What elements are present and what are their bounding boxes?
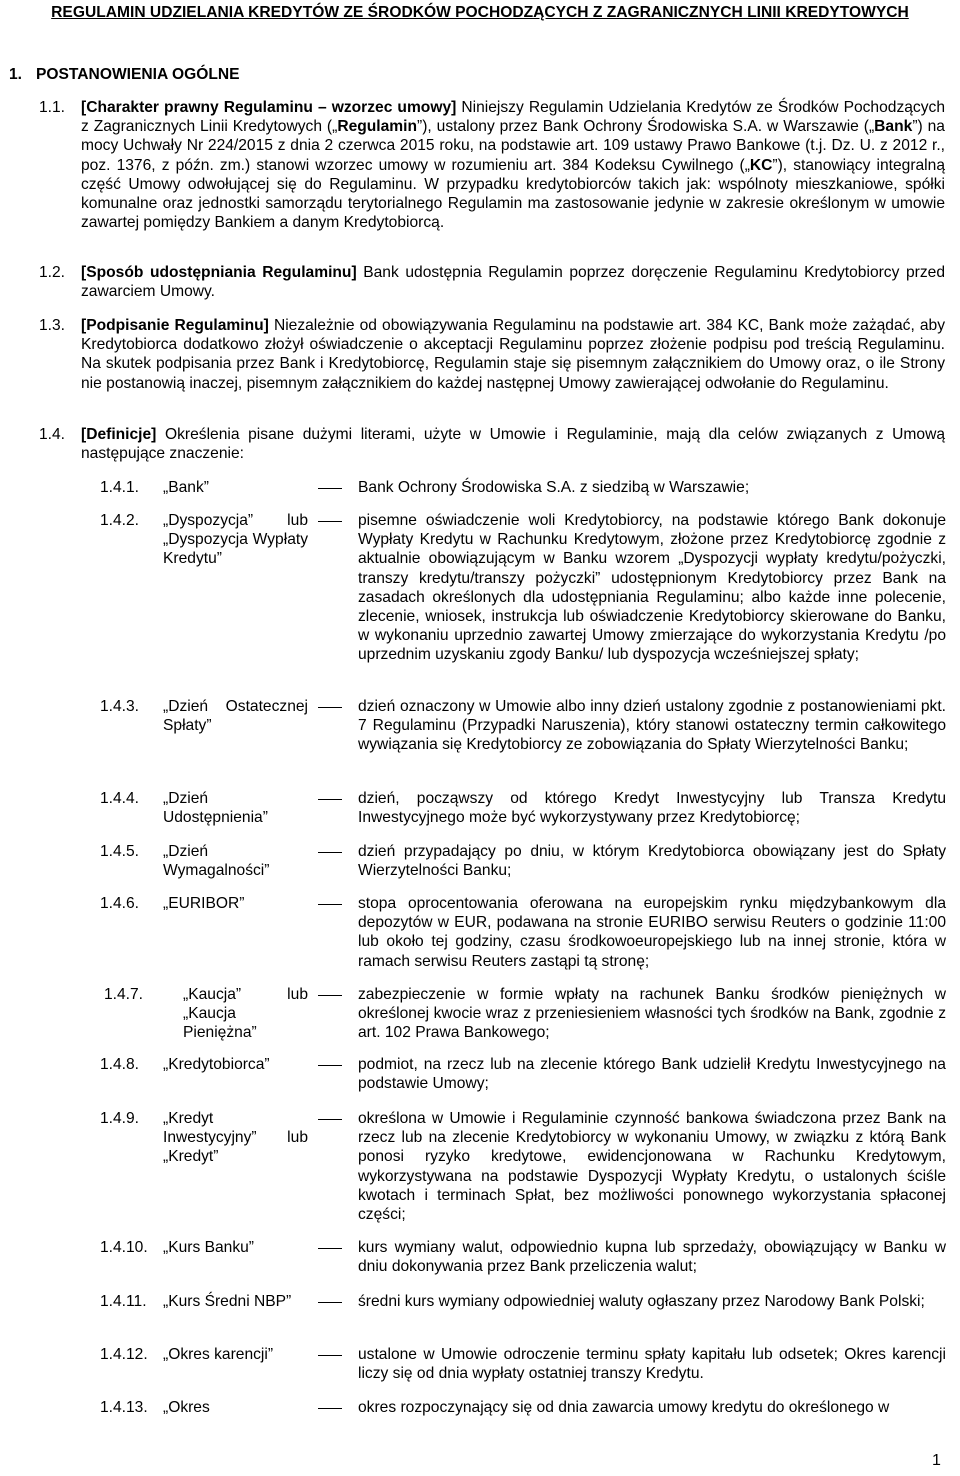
paragraph-1-2 <box>39 263 945 301</box>
paragraph-text: Bank udostępnia Regulamin poprzez doręczenie Regulaminu Kredytobiorcy przed zawarciem Umowy. <box>81 264 945 301</box>
definition-meaning: stopa oprocentowania oferowana na europejskim rynku międzybankowym dla depozytów w EUR, podawana na stronie EURIBO serwisu Reuters o godzinie 11:00 lub około tej godziny, czasu środkowoeuropejskiego lub na innej stronie, która w ramach serwisu Reuters zastąpi tą stronę; <box>358 895 946 970</box>
definition-meaning: okres rozpoczynający się od dnia zawarcia umowy kredytu do określonego w <box>358 1399 890 1416</box>
paragraph-1-3 <box>39 316 945 393</box>
defined-term: Regulamin <box>337 118 418 136</box>
definition-meaning: określona w Umowie i Regulaminie czynność bankowa świadczona przez Bank na rzecz lub na zlecenie Kredytobiorcy w wykonaniu Umowy, w związku z którą Bank ponosi ryzyko kredytowe, ewidencjonowana w Rachunku Kredytowym, wykorzystywana na podstawie Dyspozycji Wypłaty Kredytu, o ustalonych ściśle kwotach i terminach Spłat, bez możliwości ponownego wykorzystania spłaconej części; <box>358 1110 946 1224</box>
definition-term: „Dzień Wymagalności” <box>163 843 270 880</box>
definition-dash <box>318 1119 342 1120</box>
definition-number: 1.4.4. <box>100 790 140 807</box>
paragraph-number: 1.3. <box>39 317 66 334</box>
definition-number: 1.4.12. <box>100 1346 148 1363</box>
definition-meaning: ustalone w Umowie odroczenie terminu spłaty kapitału lub odsetek; Okres karencji liczy się od dnia wypłaty ostatniej transzy Kredytu. <box>358 1346 946 1383</box>
definition-meaning: podmiot, na rzecz lub na zlecenie którego Bank udzielił Kredytu Inwestycyjnego na podstawie Umowy; <box>358 1056 946 1093</box>
definition-term: „Kaucja” lub „Kaucja Pieniężna” <box>183 986 308 1042</box>
definition-number: 1.4.9. <box>100 1110 140 1127</box>
defined-term: Bank <box>874 118 913 136</box>
paragraph-text: ”), stanowiący integralną część Umowy odwołującej się do Regulaminu. W przypadku kredytobiorców takich jak: wspólnoty mieszkaniowe, spółki komunalne oraz jednostki samorządu terytorialnego Regulamin ma zastosowanie jedynie w zakresie określonym w umowie zawartej pomiędzy Bankiem a danym Kredytobiorcą. <box>81 156 945 232</box>
paragraph-heading: [Podpisanie Regulaminu] <box>81 317 269 334</box>
paragraph-number: 1.4. <box>39 426 66 443</box>
definition-dash <box>318 488 342 489</box>
paragraph-body <box>81 425 945 463</box>
definition-number: 1.4.10. <box>100 1239 148 1256</box>
paragraph-1-4 <box>39 425 945 463</box>
definition-meaning: pisemne oświadczenie woli Kredytobiorcy, na podstawie którego Bank dokonuje Wypłaty Kredytu w Rachunku Kredytowym, złożone przez Kredytobiorcę zgodnie z aktualnie obowiązującym w Banku wzorem „Dyspozycji wypłaty kredytu/pożyczki, transzy kredytu/transzy pożyczki” udostępnionym Kredytobiorcy przez Bank na zasadach określonych dla udostępniania Regulaminu; albo każde inne polecenie, zlecenie, wniosek, instrukcja lub oświadczenie Kredytobiorcy skierowane do Banku, w wykonaniu uprzednio zawartej Umowy zmierzające do wykorzystania Kredytu /po uprzednim uzyskaniu zgody Banku/ lub dyspozycja wcześniejszej spłaty; <box>358 512 946 664</box>
paragraph-heading: [Definicje] <box>81 426 157 443</box>
paragraph-text: Niezależnie od obowiązywania Regulaminu na podstawie art. 384 KC, Bank może zażądać, aby Kredytobiorca dodatkowo złożył oświadczenie o akceptacji Regulaminu poprzez złożenie podpisu pod treścią Regulaminu. Na skutek podpisania przez Bank i Kredytobiorcę, Regulamin staje się pisemnym załącznikiem do Umowy oraz, o ile Strony nie postanowią inaczej, pisemnym załącznikiem do każdej następnej Umowy zawierającej odwołanie do Regulaminu. <box>81 317 945 392</box>
definition-dash <box>318 1408 342 1409</box>
paragraph-text: Niniejszy Regulamin Udzielania Kredytów ze Środków Pochodzących z Zagranicznych Linii Kredytowych („ <box>81 99 945 136</box>
paragraph-1-1 <box>39 98 945 232</box>
section-heading <box>9 66 240 84</box>
definition-term: „Dzień Udostępnienia” <box>163 790 268 827</box>
defined-term: KC <box>749 156 773 174</box>
definition-meaning: dzień oznaczony w Umowie albo inny dzień ustalony zgodnie z postanowieniami pkt. 7 Regulaminu (Przypadki Naruszenia), który stanowi ostateczny termin całkowitego wywiązania się Kredytobiorcy ze zobowiązania do Spłaty Wierzytelności Banku; <box>358 698 946 754</box>
paragraph-body <box>81 98 945 232</box>
definition-number: 1.4.6. <box>100 895 140 912</box>
definition-meaning: dzień przypadający po dniu, w którym Kredytobiorca obowiązany jest do Spłaty Wierzytelności Banku; <box>358 843 946 880</box>
definition-dash <box>318 1065 342 1066</box>
definition-number: 1.4.1. <box>100 479 140 496</box>
definition-meaning: Bank Ochrony Środowiska S.A. z siedzibą w Warszawie; <box>358 479 750 496</box>
definition-meaning: zabezpieczenie w formie wpłaty na rachunek Banku środków pieniężnych w określonej kwocie wraz z przeniesieniem własności tych środków na Bank, zgodnie z art. 102 Prawa Bankowego; <box>358 986 946 1042</box>
definition-dash <box>318 521 342 522</box>
definition-term: „Kredytobiorca” <box>163 1056 270 1073</box>
definition-dash <box>318 1248 342 1249</box>
definition-term: „Kredyt Inwestycyjny” lub „Kredyt” <box>163 1110 308 1166</box>
paragraph-number: 1.2. <box>39 264 66 281</box>
paragraph-text: ”), ustalony przez Bank Ochrony Środowiska S.A. w Warszawie („ <box>417 118 875 136</box>
definition-meaning: średni kurs wymiany odpowiedniej waluty ogłaszany przez Narodowy Bank Polski; <box>358 1293 925 1310</box>
definition-dash <box>318 852 342 853</box>
definition-term: „Dyspozycja” lub „Dyspozycja Wypłaty Kredytu” <box>163 512 308 568</box>
definition-number: 1.4.3. <box>100 698 140 715</box>
definition-number: 1.4.5. <box>100 843 140 860</box>
definition-term: „Bank” <box>163 479 209 496</box>
paragraph-body <box>81 316 945 393</box>
definition-number: 1.4.8. <box>100 1056 140 1073</box>
section-number: 1. <box>9 66 23 83</box>
paragraph-number: 1.1. <box>39 99 66 116</box>
paragraph-text: Określenia pisane dużymi literami, użyte w Umowie i Regulaminie, mają dla celów związanych z Umową następujące znaczenie: <box>81 426 945 463</box>
definition-term: „Okres <box>163 1399 210 1416</box>
definition-number: 1.4.11. <box>100 1293 147 1310</box>
definition-number: 1.4.7. <box>104 986 144 1003</box>
definition-term: „Kurs Banku” <box>163 1239 254 1256</box>
definition-meaning: kurs wymiany walut, odpowiednio kupna lub sprzedaży, obowiązujący w Banku w dniu dokonywania przez Bank przeliczenia walut; <box>358 1239 946 1276</box>
document-title: REGULAMIN UDZIELANIA KREDYTÓW ZE ŚRODKÓW POCHODZĄCYCH Z ZAGRANICZNYCH LINII KREDYTOWYCH <box>51 4 909 21</box>
definition-term: „Kurs Średni NBP” <box>163 1293 292 1310</box>
definition-dash <box>318 799 342 800</box>
definition-dash <box>318 707 342 708</box>
paragraph-body <box>81 263 945 301</box>
paragraph-heading: [Charakter prawny Regulaminu – wzorzec umowy] <box>81 99 457 116</box>
paragraph-text: ”) na mocy Uchwały Nr 224/2015 z dnia 2 czerwca 2015 roku, na podstawie art. 109 ustawy Prawo Bankowe (t.j. Dz. U. z 2012 r., poz. 1376, z późn. zm.) stanowi wzorzec umowy w rozumieniu art. 384 Kodeksu Cywilnego („ <box>81 118 945 174</box>
page-number: 1 <box>932 1452 941 1469</box>
definition-number: 1.4.13. <box>100 1399 148 1416</box>
definition-term: „Okres karencji” <box>163 1346 274 1363</box>
definition-dash <box>318 1302 342 1303</box>
definition-dash <box>318 904 342 905</box>
definition-dash <box>318 1355 342 1356</box>
paragraph-heading: [Sposób udostępniania Regulaminu] <box>81 264 357 281</box>
section-title: POSTANOWIENIA OGÓLNE <box>36 66 240 83</box>
definition-meaning: dzień, począwszy od którego Kredyt Inwestycyjny lub Transza Kredytu Inwestycyjnego może być wykorzystywany przez Kredytobiorcę; <box>358 790 946 827</box>
definition-dash <box>318 995 342 996</box>
definition-term: „Dzień Ostatecznej Spłaty” <box>163 698 308 735</box>
definition-term: „EURIBOR” <box>163 895 245 912</box>
definition-number: 1.4.2. <box>100 512 140 529</box>
